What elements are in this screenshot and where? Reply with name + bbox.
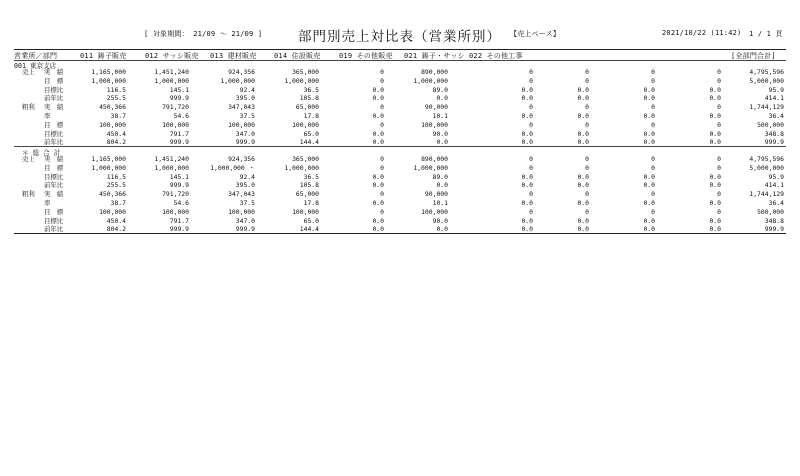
table-cell: 450,366 [99, 190, 126, 199]
row-metric-label: 実 績 [44, 155, 64, 163]
row-metric-label: 実 績 [44, 190, 64, 199]
table-cell: 255.5 [106, 94, 126, 103]
row-metric-label: 目標比 [44, 172, 64, 181]
table-cell: 348.8 [764, 129, 784, 138]
table-cell: 0 [529, 207, 533, 216]
print-datetime: 2021/10/22 (11:42) [662, 29, 742, 37]
table-cell: 37.5 [239, 199, 255, 207]
table-cell: 0.0 [521, 112, 533, 120]
table-cell: 5,000,000 [749, 163, 784, 172]
table-cell: 0 [585, 68, 589, 76]
row-metric-label: 前年比 [44, 181, 64, 190]
table-cell: 100,000 [99, 207, 126, 216]
table-cell: 0.0 [709, 172, 721, 181]
table-cell: 999.9 [764, 138, 784, 147]
table-cell: 0.0 [709, 138, 721, 147]
table-cell: 348.8 [764, 216, 784, 225]
table-cell: 347.0 [235, 129, 255, 138]
table-cell: 0 [717, 120, 721, 129]
table-cell: 0 [380, 155, 384, 163]
row-metric-label: 目標比 [44, 216, 64, 225]
row-metric-label: 実 績 [44, 103, 64, 112]
row-group-label: 粗利 [22, 103, 35, 112]
table-cell: 36.4 [768, 199, 784, 207]
report-title: 部門別売上対比表（営業所別） [298, 29, 501, 45]
table-cell: 0 [529, 103, 533, 112]
table-cell: 0 [585, 76, 589, 85]
table-cell: 791.7 [169, 129, 189, 138]
table-cell: 0.0 [372, 199, 384, 207]
table-cell: 804.2 [106, 225, 126, 234]
table-cell: 0 [651, 120, 655, 129]
table-cell: 0.0 [521, 199, 533, 207]
table-row [0, 217, 800, 226]
table-cell: 414.1 [764, 181, 784, 190]
table-cell: 90.0 [432, 129, 448, 138]
table-cell: 0 [651, 163, 655, 172]
table-cell: 89.0 [432, 85, 448, 94]
table-row [0, 86, 800, 95]
table-cell: 54.6 [173, 112, 189, 120]
row-metric-label: 前年比 [44, 138, 64, 147]
table-cell: 0 [380, 207, 384, 216]
table-cell: 347.0 [235, 216, 255, 225]
table-cell: 65,000 [295, 190, 319, 199]
table-cell: 0.0 [521, 129, 533, 138]
table-cell: 0.0 [709, 112, 721, 120]
table-cell: 0 [651, 68, 655, 76]
table-cell: 0.0 [372, 181, 384, 190]
table-cell: 100,000 [292, 207, 319, 216]
table-cell: 0.0 [521, 138, 533, 147]
table-cell: 1,000,000 ・ [210, 163, 255, 172]
section-divider [14, 146, 786, 147]
row-group-label: 粗利 [22, 190, 35, 199]
table-cell: 54.6 [173, 199, 189, 207]
table-cell: 999.9 [169, 181, 189, 190]
table-cell: 145.1 [169, 172, 189, 181]
table-cell: 90.0 [432, 216, 448, 225]
table-cell: 0.0 [372, 225, 384, 234]
table-cell: 1,744,129 [749, 190, 784, 199]
table-cell: 0.0 [577, 172, 589, 181]
table-cell: 0.0 [372, 94, 384, 103]
row-header-label: 営業所／部門 [14, 52, 58, 60]
table-cell: 36.5 [303, 85, 319, 94]
table-cell: 450.4 [106, 216, 126, 225]
table-cell: 17.8 [303, 199, 319, 207]
table-cell: 0.0 [521, 85, 533, 94]
table-cell: 0 [717, 207, 721, 216]
table-row [0, 68, 800, 77]
table-cell: 1,451,240 [154, 68, 189, 76]
table-cell: 92.4 [239, 85, 255, 94]
table-cell: 999.9 [169, 94, 189, 103]
table-cell: 500,000 [757, 207, 784, 216]
table-cell: 0.0 [577, 94, 589, 103]
table-cell: 347,043 [228, 103, 255, 112]
table-cell: 100,000 [292, 120, 319, 129]
table-row [0, 77, 800, 86]
table-cell: 0.0 [521, 216, 533, 225]
row-metric-label: 目標比 [44, 129, 64, 138]
table-cell: 791,720 [162, 190, 189, 199]
table-cell: 0.0 [372, 138, 384, 147]
table-cell: 0 [585, 190, 589, 199]
table-cell: 1,000,000 [154, 76, 189, 85]
table-cell: 0.0 [643, 225, 655, 234]
table-cell: 100,000 [162, 207, 189, 216]
row-metric-label: 前年比 [44, 94, 64, 103]
table-cell: 0 [717, 103, 721, 112]
table-cell: 0 [651, 155, 655, 163]
table-cell: 1,451,240 [154, 155, 189, 163]
table-cell: 1,000,000 [154, 163, 189, 172]
table-cell: 0 [585, 155, 589, 163]
table-cell: 0.0 [521, 94, 533, 103]
table-cell: 1,744,129 [749, 103, 784, 112]
table-cell: 1,000,000 [284, 76, 319, 85]
table-cell: 4,795,596 [749, 155, 784, 163]
table-cell: 100,000 [228, 120, 255, 129]
table-cell: 0 [529, 120, 533, 129]
row-metric-label: 目標比 [44, 85, 64, 94]
table-row [0, 130, 800, 139]
table-cell: 1,000,000 [413, 76, 448, 85]
table-cell: 0.0 [521, 172, 533, 181]
table-cell: 0.0 [577, 216, 589, 225]
table-cell: 0.0 [709, 94, 721, 103]
table-cell: 0.0 [643, 94, 655, 103]
table-cell: 0.0 [372, 216, 384, 225]
table-cell: 0.0 [372, 112, 384, 120]
table-cell: 0.0 [577, 225, 589, 234]
table-cell: 395.0 [235, 181, 255, 190]
table-row [0, 199, 800, 208]
table-cell: 0.0 [521, 225, 533, 234]
table-cell: 0 [380, 163, 384, 172]
table-cell: 100,000 [99, 120, 126, 129]
col-header-021: 021 鋳子・サッシ [404, 52, 465, 60]
top-rule [14, 49, 786, 50]
table-cell: 0.0 [577, 112, 589, 120]
table-cell: 38.7 [110, 199, 126, 207]
table-cell: 365,000 [292, 155, 319, 163]
table-cell: 90,000 [424, 103, 448, 112]
table-cell: 1,000,000 [413, 163, 448, 172]
table-cell: 450,366 [99, 103, 126, 112]
table-cell: 0 [380, 68, 384, 76]
table-cell: 924,356 [228, 68, 255, 76]
table-cell: 0.0 [436, 138, 448, 147]
table-cell: 0.0 [709, 199, 721, 207]
table-cell: 0.0 [577, 85, 589, 94]
table-cell: 65.0 [303, 216, 319, 225]
col-header-011: 011 鋳子販売 [80, 52, 127, 60]
page-number: 1 / 1 頁 [749, 30, 783, 38]
table-row [0, 208, 800, 217]
table-cell: 255.5 [106, 181, 126, 190]
table-row [0, 155, 800, 164]
table-cell: 0 [529, 155, 533, 163]
table-cell: 0 [717, 76, 721, 85]
table-cell: 0.0 [436, 225, 448, 234]
table-cell: 5,000,000 [749, 76, 784, 85]
table-cell: 145.1 [169, 85, 189, 94]
table-cell: 0.0 [709, 181, 721, 190]
table-cell: 0.0 [709, 225, 721, 234]
table-cell: 500,000 [757, 120, 784, 129]
table-row [0, 164, 800, 173]
table-cell: 0.0 [577, 138, 589, 147]
row-metric-label: 目 標 [44, 76, 64, 85]
table-cell: 1,000,000 [91, 76, 126, 85]
table-cell: 0 [380, 76, 384, 85]
table-cell: 0.0 [643, 138, 655, 147]
table-cell: 347,043 [228, 190, 255, 199]
table-cell: 95.9 [768, 172, 784, 181]
table-cell: 116.5 [106, 172, 126, 181]
table-cell: 890,000 [421, 68, 448, 76]
table-cell: 0.0 [709, 216, 721, 225]
table-cell: 0 [529, 163, 533, 172]
table-cell: 791,720 [162, 103, 189, 112]
table-cell: 0.0 [709, 85, 721, 94]
table-cell: 0 [380, 120, 384, 129]
table-cell: 0 [529, 76, 533, 85]
table-row [0, 112, 800, 121]
table-cell: 4,795,596 [749, 68, 784, 76]
table-cell: 100,000 [162, 120, 189, 129]
row-metric-label: 率 [44, 199, 51, 207]
table-cell: 1,000,000 [91, 163, 126, 172]
table-row [0, 173, 800, 182]
table-cell: 0.0 [436, 94, 448, 103]
table-cell: 395.0 [235, 94, 255, 103]
col-header-013: 013 建材販売 [210, 52, 257, 60]
table-cell: 89.0 [432, 172, 448, 181]
section-title-tokyo: 001 東京支店 [14, 62, 57, 70]
table-cell: 37.5 [239, 112, 255, 120]
table-cell: 0.0 [577, 181, 589, 190]
table-cell: 10.1 [432, 199, 448, 207]
table-cell: 95.9 [768, 85, 784, 94]
col-header-019: 019 その他販売 [339, 52, 393, 60]
table-cell: 0 [651, 207, 655, 216]
table-cell: 0 [651, 190, 655, 199]
table-cell: 105.8 [299, 181, 319, 190]
table-cell: 0.0 [577, 129, 589, 138]
table-cell: 0 [717, 155, 721, 163]
table-cell: 36.5 [303, 172, 319, 181]
row-metric-label: 実 績 [44, 68, 64, 76]
table-cell: 65.0 [303, 129, 319, 138]
table-cell: 791.7 [169, 216, 189, 225]
table-cell: 105.8 [299, 94, 319, 103]
table-cell: 0 [717, 68, 721, 76]
table-cell: 1,165,000 [91, 155, 126, 163]
table-cell: 0.0 [372, 172, 384, 181]
bottom-rule [14, 233, 786, 234]
col-header-014: 014 住設販売 [274, 52, 321, 60]
table-cell: 17.8 [303, 112, 319, 120]
table-cell: 0 [585, 103, 589, 112]
table-cell: 0.0 [643, 216, 655, 225]
table-cell: 10.1 [432, 112, 448, 120]
table-cell: 0 [380, 190, 384, 199]
table-cell: 0.0 [643, 181, 655, 190]
table-cell: 999.9 [169, 138, 189, 147]
header-underline [14, 60, 786, 61]
table-cell: 0 [585, 120, 589, 129]
row-group-label: 売上 [22, 68, 35, 76]
table-cell: 0 [380, 103, 384, 112]
table-cell: 144.4 [299, 138, 319, 147]
table-cell: 100,000 [421, 120, 448, 129]
table-cell: 890,000 [421, 155, 448, 163]
table-cell: 1,000,000 [284, 163, 319, 172]
table-cell: 0.0 [643, 199, 655, 207]
row-metric-label: 率 [44, 112, 51, 120]
table-cell: 999.9 [764, 225, 784, 234]
table-row [0, 190, 800, 199]
table-row [0, 181, 800, 190]
table-cell: 144.4 [299, 225, 319, 234]
row-group-label: 売上 [22, 155, 35, 163]
table-cell: 38.7 [110, 112, 126, 120]
table-cell: 1,165,000 [91, 68, 126, 76]
table-cell: 0 [585, 163, 589, 172]
table-cell: 100,000 [228, 207, 255, 216]
period-range: [ 対象期間： 21/09 ～ 21/09 ] [144, 30, 263, 38]
table-cell: 65,000 [295, 103, 319, 112]
row-metric-label: 目 標 [44, 120, 64, 129]
table-cell: 0.0 [372, 85, 384, 94]
table-cell: 0 [585, 207, 589, 216]
table-cell: 924,356 [228, 155, 255, 163]
row-metric-label: 目 標 [44, 163, 64, 172]
table-row [0, 121, 800, 130]
col-header-total: [全部門合計] [731, 52, 776, 60]
table-cell: 92.4 [239, 172, 255, 181]
table-cell: 0.0 [577, 199, 589, 207]
table-cell: 0 [529, 190, 533, 199]
table-cell: 100,000 [421, 207, 448, 216]
table-cell: 0 [651, 103, 655, 112]
table-cell: 999.9 [235, 225, 255, 234]
table-cell: 414.1 [764, 94, 784, 103]
row-metric-label: 目 標 [44, 207, 64, 216]
table-cell: 0.0 [521, 181, 533, 190]
table-cell: 999.9 [235, 138, 255, 147]
table-row [0, 103, 800, 112]
col-header-022: 022 その他工事 [469, 52, 523, 60]
table-cell: 0.0 [643, 129, 655, 138]
table-cell: 999.9 [169, 225, 189, 234]
table-cell: 1,000,000 [220, 76, 255, 85]
table-cell: 0.0 [643, 85, 655, 94]
table-cell: 0.0 [643, 172, 655, 181]
col-header-012: 012 サッシ販売 [145, 52, 199, 60]
table-cell: 0.0 [709, 129, 721, 138]
table-cell: 0 [651, 76, 655, 85]
basis-label: 【売上ベース】 [510, 30, 561, 38]
table-cell: 450.4 [106, 129, 126, 138]
table-cell: 0 [529, 68, 533, 76]
section-title-grand-total: ＊ 総 合 計 [22, 149, 61, 157]
table-cell: 90,000 [424, 190, 448, 199]
table-cell: 0.0 [643, 112, 655, 120]
table-cell: 365,000 [292, 68, 319, 76]
table-cell: 116.5 [106, 85, 126, 94]
table-cell: 0.0 [436, 181, 448, 190]
table-cell: 0.0 [372, 129, 384, 138]
table-cell: 36.4 [768, 112, 784, 120]
table-cell: 0 [717, 190, 721, 199]
row-metric-label: 前年比 [44, 225, 64, 234]
table-cell: 0 [717, 163, 721, 172]
table-row [0, 94, 800, 103]
table-cell: 804.2 [106, 138, 126, 147]
